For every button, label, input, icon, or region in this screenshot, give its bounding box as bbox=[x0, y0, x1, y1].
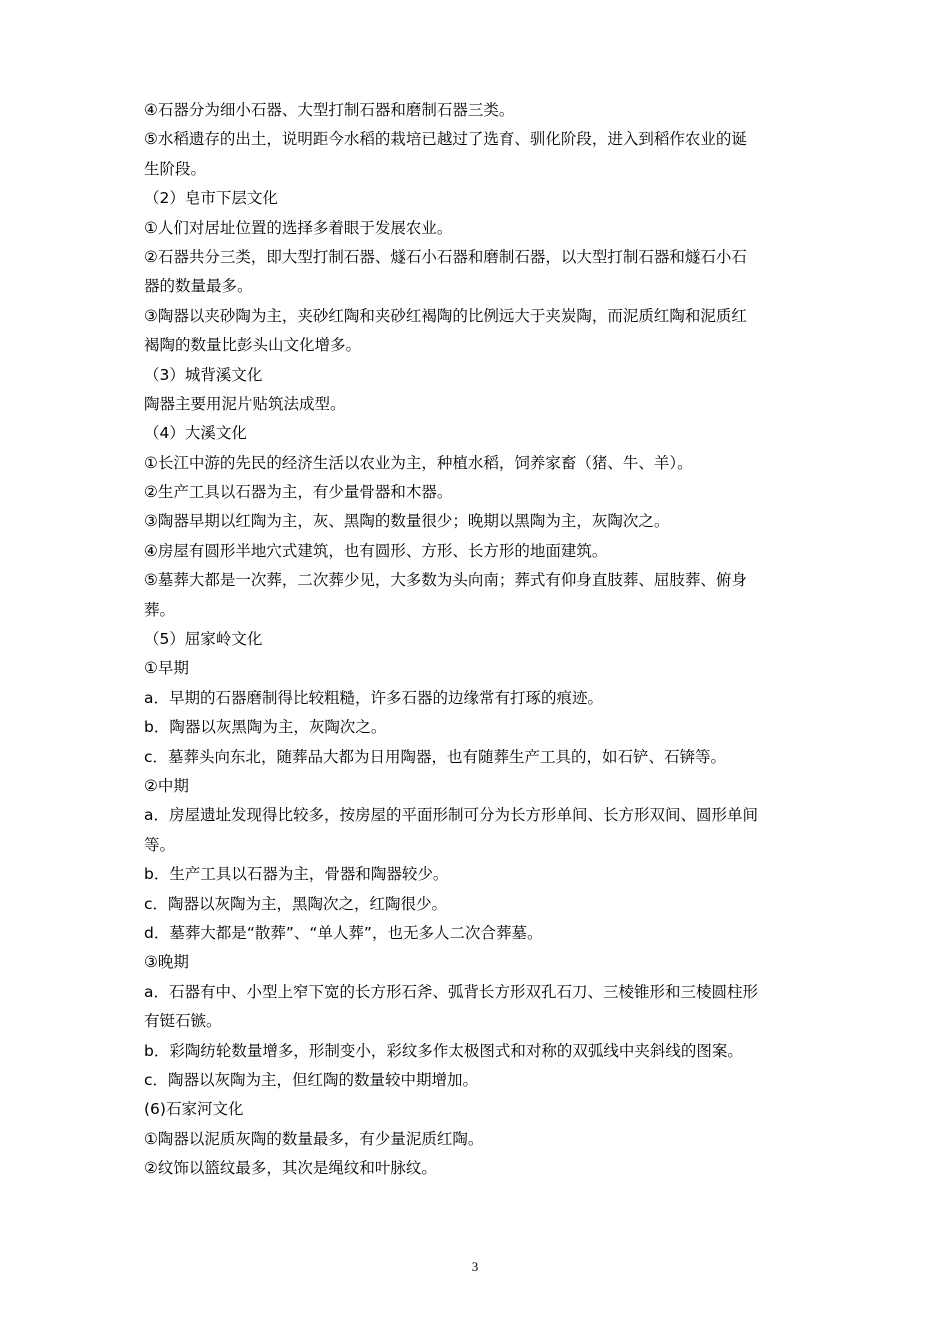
text-line: ③陶器以夹砂陶为主，夹砂红陶和夹砂红褐陶的比例远大于夹炭陶，而泥质红陶和泥质红 bbox=[144, 306, 747, 325]
subsection-heading: ①早期 bbox=[144, 659, 189, 678]
text-line: ①人们对居址位置的选择多着眼于发展农业。 bbox=[144, 218, 453, 237]
text-line: ②纹饰以篮纹最多，其次是绳纹和叶脉纹。 bbox=[144, 1159, 437, 1178]
subsection-heading: ③晚期 bbox=[144, 953, 189, 972]
section-heading: （2）皂市下层文化 bbox=[144, 189, 278, 208]
text-line: b．生产工具以石器为主，骨器和陶器较少。 bbox=[144, 865, 449, 884]
text-line: a．房屋遗址发现得比较多，按房屋的平面形制可分为长方形单间、长方形双间、圆形单间 bbox=[144, 806, 759, 825]
section-heading: (6)石家河文化 bbox=[144, 1100, 244, 1119]
text-line: 陶器主要用泥片贴筑法成型。 bbox=[144, 394, 346, 413]
text-line: ②生产工具以石器为主，有少量骨器和木器。 bbox=[144, 483, 453, 502]
text-line: d．墓葬大都是“散葬”、“单人葬”，也无多人二次合葬墓。 bbox=[144, 923, 543, 942]
text-line: c．陶器以灰陶为主，黑陶次之，红陶很少。 bbox=[144, 894, 448, 913]
text-line: b．彩陶纺轮数量增多，形制变小，彩纹多作太极图式和对称的双弧线中夹斜线的图案。 bbox=[144, 1041, 743, 1060]
section-heading: （4）大溪文化 bbox=[144, 424, 247, 443]
text-line: c．陶器以灰陶为主，但红陶的数量较中期增加。 bbox=[144, 1070, 479, 1089]
subsection-heading: ②中期 bbox=[144, 776, 189, 795]
text-line: ⑤墓葬大都是一次葬，二次葬少见，大多数为头向南；葬式有仰身直肢葬、屈肢葬、俯身 bbox=[144, 571, 747, 590]
section-heading: （3）城背溪文化 bbox=[144, 365, 263, 384]
text-line: a．早期的石器磨制得比较粗糙，许多石器的边缘常有打琢的痕迹。 bbox=[144, 688, 604, 707]
text-line: 葬。 bbox=[144, 600, 176, 619]
text-line: ①长江中游的先民的经济生活以农业为主，种植水稻，饲养家畜（猪、牛、羊）。 bbox=[144, 453, 693, 472]
text-line: c．墓葬头向东北，随葬品大都为日用陶器，也有随葬生产工具的，如石铲、石锛等。 bbox=[144, 747, 727, 766]
text-line: 器的数量最多。 bbox=[144, 277, 253, 296]
text-line: ①陶器以泥质灰陶的数量最多，有少量泥质红陶。 bbox=[144, 1129, 484, 1148]
section-heading: （5）屈家岭文化 bbox=[144, 630, 263, 649]
text-line: 有铤石镞。 bbox=[144, 1012, 222, 1031]
text-line: ⑤水稻遗存的出土，说明距今水稻的栽培已越过了选育、驯化阶段，进入到稻作农业的诞 bbox=[144, 130, 747, 149]
text-line: 生阶段。 bbox=[144, 159, 207, 178]
text-line: 褐陶的数量比彭头山文化增多。 bbox=[144, 336, 362, 355]
text-line: ③陶器早期以红陶为主，灰、黑陶的数量很少；晚期以黑陶为主，灰陶次之。 bbox=[144, 512, 670, 531]
text-line: ④石器分为细小石器、大型打制石器和磨制石器三类。 bbox=[144, 101, 515, 119]
text-line: ②石器共分三类，即大型打制石器、燧石小石器和磨制石器，以大型打制石器和燧石小石 bbox=[144, 247, 747, 266]
text-line: ④房屋有圆形半地穴式建筑，也有圆形、方形、长方形的地面建筑。 bbox=[144, 541, 608, 560]
text-line: 等。 bbox=[144, 835, 176, 854]
document-body bbox=[144, 96, 814, 1183]
text-line: b．陶器以灰黑陶为主，灰陶次之。 bbox=[144, 718, 387, 737]
page-number: 3 bbox=[471, 1259, 479, 1274]
text-line: a．石器有中、小型上窄下宽的长方形石斧、弧背长方形双孔石刀、三棱锥形和三棱圆柱形 bbox=[144, 982, 759, 1001]
